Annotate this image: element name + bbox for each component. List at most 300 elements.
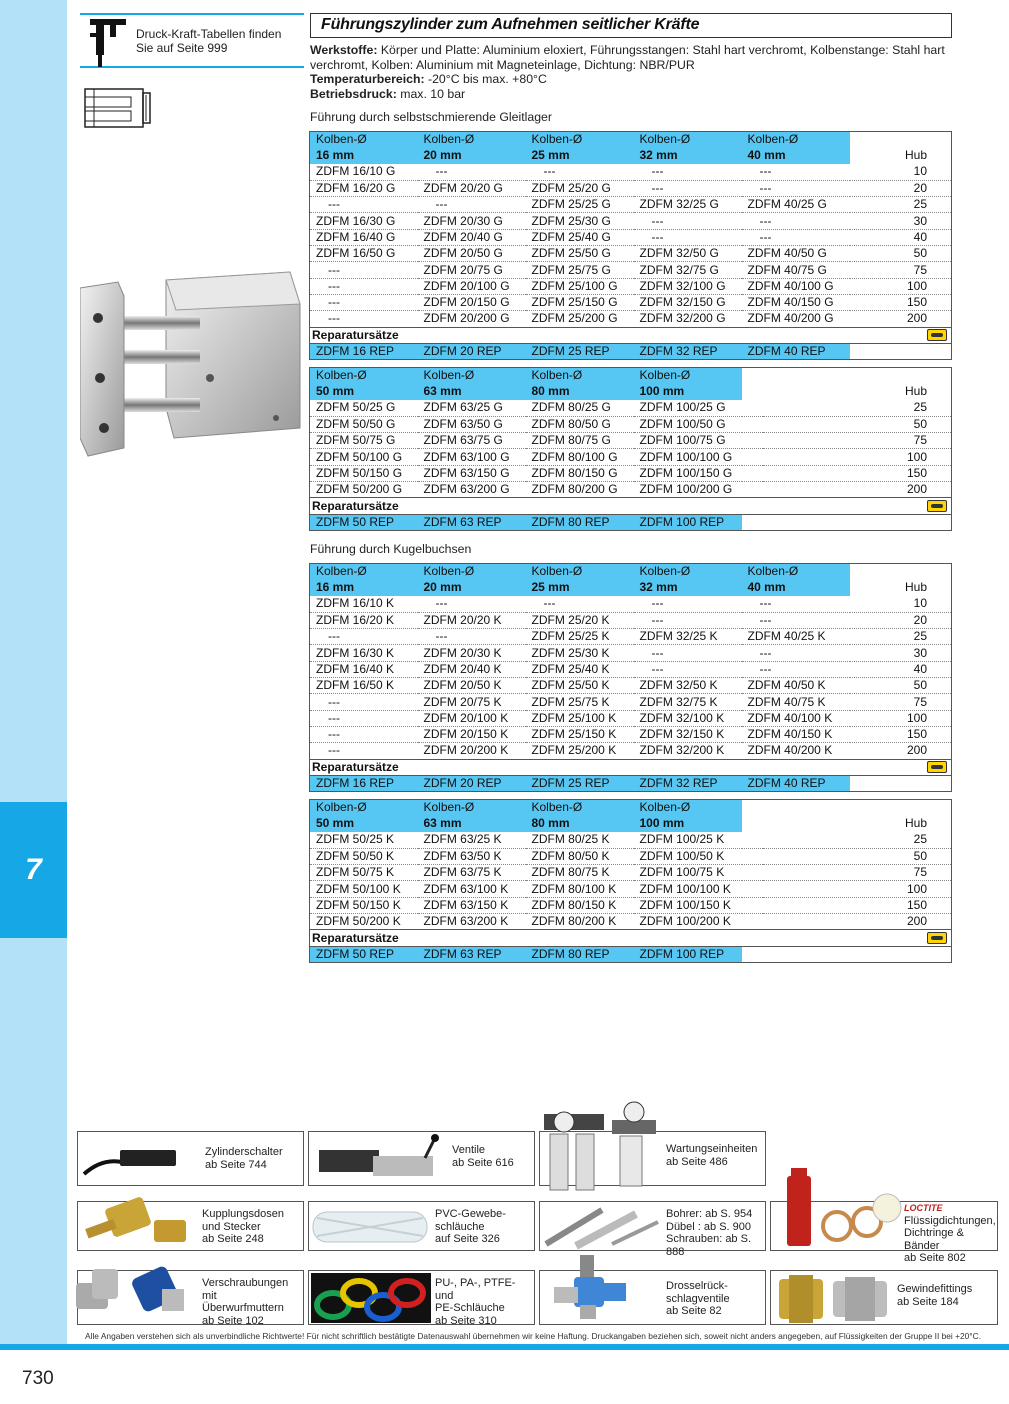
article-cell[interactable]: ZDFM 32/150 G xyxy=(634,294,742,310)
table-row xyxy=(310,197,952,213)
top-hint-box xyxy=(80,13,304,68)
article-cell[interactable]: ZDFM 40/200 G xyxy=(742,311,850,327)
article-cell[interactable]: ZDFM 25/30 G xyxy=(526,213,634,229)
chapter-number: 7 xyxy=(25,853,42,886)
header-cell: Kolben-Ø xyxy=(418,564,526,580)
article-cell[interactable]: ZDFM 40/100 G xyxy=(742,278,850,294)
table-row xyxy=(310,848,952,864)
article-cell[interactable]: ZDFM 20/150 G xyxy=(418,294,526,310)
article-cell[interactable]: ZDFM 25/40 G xyxy=(526,229,634,245)
repair-kit-cell[interactable]: ZDFM 50 REP xyxy=(310,514,418,530)
header-cell: 100 mm xyxy=(634,816,742,832)
article-cell[interactable]: ZDFM 50/50 K xyxy=(310,848,418,864)
article-cell[interactable]: ZDFM 100/200 K xyxy=(634,914,742,930)
article-cell[interactable]: ZDFM 100/100 G xyxy=(634,449,742,465)
article-cell[interactable]: ZDFM 50/200 K xyxy=(310,914,418,930)
article-cell[interactable]: ZDFM 40/75 K xyxy=(742,694,850,710)
article-cell[interactable]: ZDFM 20/200 G xyxy=(418,311,526,327)
article-cell[interactable]: ZDFM 50/25 G xyxy=(310,400,418,416)
repair-kit-label xyxy=(310,498,952,514)
hub-header-spacer xyxy=(850,132,952,148)
article-cell[interactable]: ZDFM 63/75 G xyxy=(418,433,526,449)
repair-kit-cell[interactable]: ZDFM 63 REP xyxy=(418,514,526,530)
header-cell: Kolben-Ø xyxy=(418,800,526,816)
article-cell[interactable]: ZDFM 25/100 G xyxy=(526,278,634,294)
not-available-cell: --- xyxy=(418,596,526,612)
coupling-icon xyxy=(80,1196,194,1252)
hose-icon xyxy=(311,1206,429,1248)
header-cell: 50 mm xyxy=(310,816,418,832)
repair-kit-label xyxy=(310,759,952,775)
article-cell[interactable]: ZDFM 100/75 G xyxy=(634,433,742,449)
article-cell[interactable]: ZDFM 50/50 G xyxy=(310,416,418,432)
not-available-cell: --- xyxy=(634,661,742,677)
header-row-diameter xyxy=(310,384,952,400)
header-cell: 32 mm xyxy=(634,580,742,596)
ad-ventile[interactable]: Ventile ab Seite 616 xyxy=(308,1131,535,1186)
ad-drosselrueckschlagventile[interactable]: Drosselrück- schlagventile ab Seite 82 xyxy=(539,1270,766,1325)
repair-kit-cell[interactable]: ZDFM 40 REP xyxy=(742,343,850,359)
header-cell: Kolben-Ø xyxy=(418,368,526,384)
article-cell[interactable]: ZDFM 50/150 K xyxy=(310,897,418,913)
not-available-cell: --- xyxy=(310,710,418,726)
article-cell[interactable]: ZDFM 20/30 K xyxy=(418,645,526,661)
header-cell: Kolben-Ø xyxy=(742,132,850,148)
repair-kit-label xyxy=(310,327,952,343)
table-row xyxy=(310,278,952,294)
article-cell[interactable]: ZDFM 100/50 K xyxy=(634,848,742,864)
header-cell: 32 mm xyxy=(634,148,742,164)
ad-pu-pa-ptfe-schlaeuche[interactable]: PU-, PA-, PTFE- und PE-Schläuche ab Seite 310 xyxy=(308,1270,535,1325)
header-cell: Kolben-Ø xyxy=(634,368,742,384)
not-available-cell: --- xyxy=(742,164,850,180)
hub-value: 200 xyxy=(763,914,951,930)
empty-cell xyxy=(742,465,764,481)
table-row xyxy=(310,449,952,465)
article-cell[interactable]: ZDFM 63/150 G xyxy=(418,465,526,481)
table-row xyxy=(310,311,952,327)
not-available-cell: --- xyxy=(418,164,526,180)
not-available-cell: --- xyxy=(310,743,418,759)
article-cell[interactable]: ZDFM 80/100 K xyxy=(526,881,634,897)
repair-kit-label-row xyxy=(310,759,952,775)
not-available-cell: --- xyxy=(418,629,526,645)
bottom-accent-line xyxy=(0,1344,1009,1350)
article-cell[interactable]: ZDFM 80/200 K xyxy=(526,914,634,930)
table-row xyxy=(310,678,952,694)
not-available-cell: --- xyxy=(742,661,850,677)
hub-header: Hub xyxy=(904,384,927,399)
article-cell[interactable]: ZDFM 16/10 K xyxy=(310,596,418,612)
repair-kit-cell[interactable]: ZDFM 50 REP xyxy=(310,946,418,962)
header-cell: 16 mm xyxy=(310,148,418,164)
hub-value: 100 xyxy=(850,710,952,726)
table-row xyxy=(310,865,952,881)
caliper-icon xyxy=(84,17,132,69)
table-row xyxy=(310,612,952,628)
article-cell[interactable]: ZDFM 80/100 G xyxy=(526,449,634,465)
article-cell[interactable]: ZDFM 25/200 K xyxy=(526,743,634,759)
article-cell[interactable]: ZDFM 63/50 G xyxy=(418,416,526,432)
hub-value: 25 xyxy=(763,400,951,416)
hub-header: Hub xyxy=(904,580,927,595)
repair-kit-label-text: Reparatursätze xyxy=(312,759,399,774)
article-cell[interactable]: ZDFM 40/50 K xyxy=(742,678,850,694)
repair-kit-cell[interactable]: ZDFM 40 REP xyxy=(742,775,850,791)
empty-cell xyxy=(742,881,764,897)
throttle-valve-icon xyxy=(550,1253,660,1325)
hub-value: 50 xyxy=(850,678,952,694)
article-cell[interactable]: ZDFM 32/100 K xyxy=(634,710,742,726)
cylinder-product-image xyxy=(80,268,304,458)
article-cell[interactable]: ZDFM 20/40 G xyxy=(418,229,526,245)
article-cell[interactable]: ZDFM 40/25 K xyxy=(742,629,850,645)
article-cell[interactable]: ZDFM 25/30 K xyxy=(526,645,634,661)
repair-kit-cell[interactable]: ZDFM 32 REP xyxy=(634,343,742,359)
empty-cell xyxy=(742,865,764,881)
table-kugelbuchsen-16-40 xyxy=(309,563,952,792)
article-cell[interactable]: ZDFM 50/200 G xyxy=(310,482,418,498)
empty-cell xyxy=(742,514,764,530)
table-row xyxy=(310,246,952,262)
ad-pvc-schlaeuche[interactable]: PVC-Gewebe- schläuche auf Seite 326 xyxy=(308,1201,535,1251)
article-cell[interactable]: ZDFM 80/200 G xyxy=(526,482,634,498)
header-cell: 20 mm xyxy=(418,580,526,596)
article-cell[interactable]: ZDFM 25/20 G xyxy=(526,180,634,196)
ad-wartungseinheiten[interactable]: Wartungseinheiten ab Seite 486 xyxy=(539,1131,766,1186)
article-cell[interactable]: ZDFM 25/25 G xyxy=(526,197,634,213)
article-cell[interactable]: ZDFM 50/100 G xyxy=(310,449,418,465)
hub-value: 25 xyxy=(850,629,952,645)
repair-kit-cell[interactable]: ZDFM 16 REP xyxy=(310,775,418,791)
article-cell[interactable]: ZDFM 32/200 G xyxy=(634,311,742,327)
table-row xyxy=(310,180,952,196)
article-cell[interactable]: ZDFM 32/100 G xyxy=(634,278,742,294)
table-row xyxy=(310,881,952,897)
article-cell[interactable]: ZDFM 32/25 K xyxy=(634,629,742,645)
article-cell[interactable]: ZDFM 20/50 G xyxy=(418,246,526,262)
hub-value: 150 xyxy=(763,897,951,913)
not-available-cell: --- xyxy=(634,612,742,628)
top-hint-text: Druck-Kraft-Tabellen finden Sie auf Seite 999 xyxy=(136,27,282,55)
article-cell[interactable]: ZDFM 16/40 K xyxy=(310,661,418,677)
hub-value: 200 xyxy=(850,311,952,327)
repair-kit-cell[interactable]: ZDFM 25 REP xyxy=(526,775,634,791)
article-cell[interactable]: ZDFM 20/40 K xyxy=(418,661,526,677)
valve-icon xyxy=(313,1134,443,1184)
table-row xyxy=(310,726,952,742)
repair-kit-cell[interactable]: ZDFM 80 REP xyxy=(526,946,634,962)
repair-kit-cell[interactable]: ZDFM 20 REP xyxy=(418,775,526,791)
header-cell: 25 mm xyxy=(526,580,634,596)
article-cell[interactable]: ZDFM 20/150 K xyxy=(418,726,526,742)
article-cell[interactable]: ZDFM 25/75 K xyxy=(526,694,634,710)
empty-cell xyxy=(742,449,764,465)
repair-kit-cell[interactable]: ZDFM 20 REP xyxy=(418,343,526,359)
header-cell: 80 mm xyxy=(526,384,634,400)
article-cell[interactable]: ZDFM 32/200 K xyxy=(634,743,742,759)
ad-kupplungsdosen[interactable]: Kupplungsdosen und Stecker ab Seite 248 xyxy=(77,1201,304,1251)
material-specs: Werkstoffe: Körper und Platte: Aluminium eloxiert, Führungsstangen: Stahl hart verchromt, Kolbenstange: Stahl hart verchromt, Kolben: Aluminium mit Magneteinlage, Dichtung: NBR/PUR Temperaturbereich: -20°C bis max. +80°C Betriebsdruck: max. 10 bar xyxy=(310,43,945,101)
article-cell[interactable]: ZDFM 63/75 K xyxy=(418,865,526,881)
article-cell[interactable]: ZDFM 20/200 K xyxy=(418,743,526,759)
repair-kit-label-text: Reparatursätze xyxy=(312,327,399,342)
footnote: Alle Angaben verstehen sich als unverbindliche Richtwerte! Für nicht schriftlich bestätigte Datenauswahl übernehmen wir keine Haftung. Druckangaben beziehen sich, soweit nicht anders angegeben, auf Flüssigkeiten der Gruppe II bei +20°C. xyxy=(85,1331,982,1341)
article-cell[interactable]: ZDFM 20/50 K xyxy=(418,678,526,694)
article-cell[interactable]: ZDFM 63/150 K xyxy=(418,897,526,913)
table-row xyxy=(310,433,952,449)
not-available-cell: --- xyxy=(310,197,418,213)
fitting-icon xyxy=(72,1259,196,1325)
empty-cell xyxy=(742,897,764,913)
article-cell[interactable]: ZDFM 16/40 G xyxy=(310,229,418,245)
article-cell[interactable]: ZDFM 20/20 K xyxy=(418,612,526,628)
hub-value: 10 xyxy=(850,596,952,612)
repair-kit-cell[interactable]: ZDFM 100 REP xyxy=(634,946,742,962)
page-number: 730 xyxy=(22,1368,54,1389)
ad-bohrer-duebel-schrauben[interactable]: Bohrer: ab S. 954 Dübel : ab S. 900 Schrauben: ab S. 888 xyxy=(539,1201,766,1251)
not-available-cell: --- xyxy=(634,229,742,245)
article-cell[interactable]: ZDFM 20/100 K xyxy=(418,710,526,726)
hub-value: 40 xyxy=(850,229,952,245)
table-row xyxy=(310,914,952,930)
article-cell[interactable]: ZDFM 63/200 G xyxy=(418,482,526,498)
article-cell[interactable]: ZDFM 100/75 K xyxy=(634,865,742,881)
hub-value: 100 xyxy=(763,449,951,465)
not-available-cell: --- xyxy=(634,164,742,180)
article-cell[interactable]: ZDFM 50/75 K xyxy=(310,865,418,881)
empty-cell xyxy=(742,482,764,498)
repair-kit-label-row xyxy=(310,498,952,514)
article-cell[interactable]: ZDFM 25/150 K xyxy=(526,726,634,742)
header-cell: 63 mm xyxy=(418,816,526,832)
article-cell[interactable]: ZDFM 50/150 G xyxy=(310,465,418,481)
header-cell: Kolben-Ø xyxy=(418,132,526,148)
article-cell[interactable]: ZDFM 63/25 G xyxy=(418,400,526,416)
article-cell[interactable]: ZDFM 80/25 K xyxy=(526,832,634,848)
hub-value: 75 xyxy=(850,262,952,278)
table-row xyxy=(310,897,952,913)
table-row xyxy=(310,262,952,278)
article-cell[interactable]: ZDFM 63/100 G xyxy=(418,449,526,465)
repair-kit-cell[interactable]: ZDFM 80 REP xyxy=(526,514,634,530)
not-available-cell: --- xyxy=(634,645,742,661)
article-cell[interactable]: ZDFM 16/50 K xyxy=(310,678,418,694)
article-cell[interactable]: ZDFM 63/25 K xyxy=(418,832,526,848)
article-cell[interactable]: ZDFM 25/20 K xyxy=(526,612,634,628)
not-available-cell: --- xyxy=(634,213,742,229)
table-row xyxy=(310,400,952,416)
article-cell[interactable]: ZDFM 50/25 K xyxy=(310,832,418,848)
article-cell[interactable]: ZDFM 16/30 G xyxy=(310,213,418,229)
article-cell[interactable]: ZDFM 32/75 K xyxy=(634,694,742,710)
article-cell[interactable]: ZDFM 100/150 K xyxy=(634,897,742,913)
hub-value: 10 xyxy=(850,164,952,180)
not-available-cell: --- xyxy=(310,262,418,278)
repair-kit-label-text: Reparatursätze xyxy=(312,930,399,945)
repair-kit-cell[interactable]: ZDFM 25 REP xyxy=(526,343,634,359)
repair-kit-cell[interactable]: ZDFM 32 REP xyxy=(634,775,742,791)
hub-value: 25 xyxy=(763,832,951,848)
hub-value: 30 xyxy=(850,645,952,661)
article-cell[interactable]: ZDFM 20/20 G xyxy=(418,180,526,196)
article-cell[interactable]: ZDFM 25/25 K xyxy=(526,629,634,645)
repair-tool-icon xyxy=(927,932,947,944)
empty-cell xyxy=(742,416,764,432)
header-row-label xyxy=(310,800,952,816)
article-cell[interactable]: ZDFM 32/25 G xyxy=(634,197,742,213)
hub-value: 20 xyxy=(850,180,952,196)
hub-value: 30 xyxy=(850,213,952,229)
table-row xyxy=(310,743,952,759)
article-cell[interactable]: ZDFM 20/100 G xyxy=(418,278,526,294)
header-cell: 25 mm xyxy=(526,148,634,164)
article-cell[interactable]: ZDFM 100/50 G xyxy=(634,416,742,432)
repair-kit-cell[interactable]: ZDFM 63 REP xyxy=(418,946,526,962)
article-cell[interactable]: ZDFM 80/50 G xyxy=(526,416,634,432)
tube-coils-icon xyxy=(311,1273,431,1323)
ad-loctite[interactable]: LOCTITE Flüssigdichtungen, Dichtringe & Bänder ab Seite 802 xyxy=(770,1201,998,1251)
article-cell[interactable]: ZDFM 100/200 G xyxy=(634,482,742,498)
article-cell[interactable]: ZDFM 80/150 G xyxy=(526,465,634,481)
empty-cell xyxy=(742,914,764,930)
repair-kit-row xyxy=(310,514,952,530)
section-heading-kugelbuchsen: Führung durch Kugelbuchsen xyxy=(310,542,472,556)
repair-kit-cell[interactable]: ZDFM 16 REP xyxy=(310,343,418,359)
article-cell[interactable]: ZDFM 16/20 K xyxy=(310,612,418,628)
article-cell[interactable]: ZDFM 63/100 K xyxy=(418,881,526,897)
maintenance-unit-icon xyxy=(540,1090,664,1202)
article-cell[interactable]: ZDFM 80/75 K xyxy=(526,865,634,881)
article-cell[interactable]: ZDFM 100/25 K xyxy=(634,832,742,848)
header-cell: Kolben-Ø xyxy=(742,564,850,580)
article-cell[interactable]: ZDFM 50/75 G xyxy=(310,433,418,449)
article-cell[interactable]: ZDFM 32/150 K xyxy=(634,726,742,742)
table-row xyxy=(310,710,952,726)
article-cell[interactable]: ZDFM 40/75 G xyxy=(742,262,850,278)
ad-verschraubungen[interactable]: Verschraubungen mit Überwurfmuttern ab Seite 102 xyxy=(77,1270,304,1325)
empty-cell xyxy=(742,946,764,962)
not-available-cell: --- xyxy=(310,311,418,327)
article-cell[interactable]: ZDFM 40/150 K xyxy=(742,726,850,742)
repair-kit-cell[interactable]: ZDFM 100 REP xyxy=(634,514,742,530)
article-cell[interactable]: ZDFM 25/40 K xyxy=(526,661,634,677)
article-cell[interactable]: ZDFM 40/150 G xyxy=(742,294,850,310)
repair-tool-icon xyxy=(927,500,947,512)
article-cell[interactable]: ZDFM 63/50 K xyxy=(418,848,526,864)
section-heading-gleitlager: Führung durch selbstschmierende Gleitlager xyxy=(310,110,552,124)
article-cell[interactable]: ZDFM 25/75 G xyxy=(526,262,634,278)
article-cell[interactable]: ZDFM 16/20 G xyxy=(310,180,418,196)
not-available-cell: --- xyxy=(742,180,850,196)
hub-header-spacer xyxy=(763,368,951,384)
article-cell[interactable]: ZDFM 100/100 K xyxy=(634,881,742,897)
article-cell[interactable]: ZDFM 63/200 K xyxy=(418,914,526,930)
repair-kit-label-row xyxy=(310,930,952,946)
article-cell[interactable]: ZDFM 80/150 K xyxy=(526,897,634,913)
article-cell[interactable]: ZDFM 80/25 G xyxy=(526,400,634,416)
table-row xyxy=(310,465,952,481)
header-cell: 80 mm xyxy=(526,816,634,832)
article-cell[interactable]: ZDFM 25/100 K xyxy=(526,710,634,726)
empty-cell xyxy=(850,343,952,359)
article-cell[interactable]: ZDFM 16/10 G xyxy=(310,164,418,180)
article-cell[interactable]: ZDFM 40/100 K xyxy=(742,710,850,726)
header-cell: 40 mm xyxy=(742,580,850,596)
article-cell[interactable]: ZDFM 100/25 G xyxy=(634,400,742,416)
article-cell[interactable]: ZDFM 20/30 G xyxy=(418,213,526,229)
article-cell[interactable]: ZDFM 80/75 G xyxy=(526,433,634,449)
repair-kit-label-text: Reparatursätze xyxy=(312,498,399,513)
header-row-label xyxy=(310,368,952,384)
not-available-cell: --- xyxy=(634,180,742,196)
header-cell: 50 mm xyxy=(310,384,418,400)
article-cell[interactable]: ZDFM 32/75 G xyxy=(634,262,742,278)
header-cell: 16 mm xyxy=(310,580,418,596)
article-cell[interactable]: ZDFM 40/200 K xyxy=(742,743,850,759)
article-cell[interactable]: ZDFM 32/50 K xyxy=(634,678,742,694)
repair-kit-row xyxy=(310,343,952,359)
hub-value: 150 xyxy=(763,465,951,481)
not-available-cell: --- xyxy=(526,596,634,612)
header-cell: 40 mm xyxy=(742,148,850,164)
article-cell[interactable]: ZDFM 100/150 G xyxy=(634,465,742,481)
article-cell[interactable]: ZDFM 25/50 K xyxy=(526,678,634,694)
article-cell[interactable]: ZDFM 16/30 K xyxy=(310,645,418,661)
empty-header-cell xyxy=(742,384,764,400)
article-cell[interactable]: ZDFM 16/50 G xyxy=(310,246,418,262)
table-row xyxy=(310,482,952,498)
header-cell: 20 mm xyxy=(418,148,526,164)
article-cell[interactable]: ZDFM 50/100 K xyxy=(310,881,418,897)
not-available-cell: --- xyxy=(310,726,418,742)
table-row xyxy=(310,596,952,612)
left-color-strip xyxy=(0,0,67,1348)
article-cell[interactable]: ZDFM 40/25 G xyxy=(742,197,850,213)
loctite-products-icon xyxy=(781,1164,905,1252)
table-row xyxy=(310,213,952,229)
article-cell[interactable]: ZDFM 20/75 K xyxy=(418,694,526,710)
article-cell[interactable]: ZDFM 32/50 G xyxy=(634,246,742,262)
article-cell[interactable]: ZDFM 25/150 G xyxy=(526,294,634,310)
threaded-fittings-icon xyxy=(773,1273,893,1323)
header-row-diameter xyxy=(310,816,952,832)
repair-tool-icon xyxy=(927,329,947,341)
hub-header-spacer xyxy=(850,564,952,580)
header-row-diameter xyxy=(310,148,952,164)
header-cell: Kolben-Ø xyxy=(526,368,634,384)
cylinder-diagram xyxy=(84,87,152,129)
ad-gewindefittings[interactable]: Gewindefittings ab Seite 184 xyxy=(770,1270,998,1325)
hub-value: 75 xyxy=(763,865,951,881)
not-available-cell: --- xyxy=(634,596,742,612)
table-gleitlager-50-100 xyxy=(309,367,952,531)
empty-header-cell xyxy=(742,800,764,816)
article-cell[interactable]: ZDFM 40/50 G xyxy=(742,246,850,262)
article-cell[interactable]: ZDFM 25/50 G xyxy=(526,246,634,262)
chapter-tab[interactable] xyxy=(0,802,67,938)
not-available-cell: --- xyxy=(742,596,850,612)
table-row xyxy=(310,229,952,245)
article-cell[interactable]: ZDFM 80/50 K xyxy=(526,848,634,864)
table-row xyxy=(310,832,952,848)
hub-value: 75 xyxy=(763,433,951,449)
article-cell[interactable]: ZDFM 20/75 G xyxy=(418,262,526,278)
not-available-cell: --- xyxy=(742,612,850,628)
article-cell[interactable]: ZDFM 25/200 G xyxy=(526,311,634,327)
header-cell: Kolben-Ø xyxy=(634,564,742,580)
ad-zylinderschalter[interactable]: Zylinderschalter ab Seite 744 xyxy=(77,1131,304,1186)
